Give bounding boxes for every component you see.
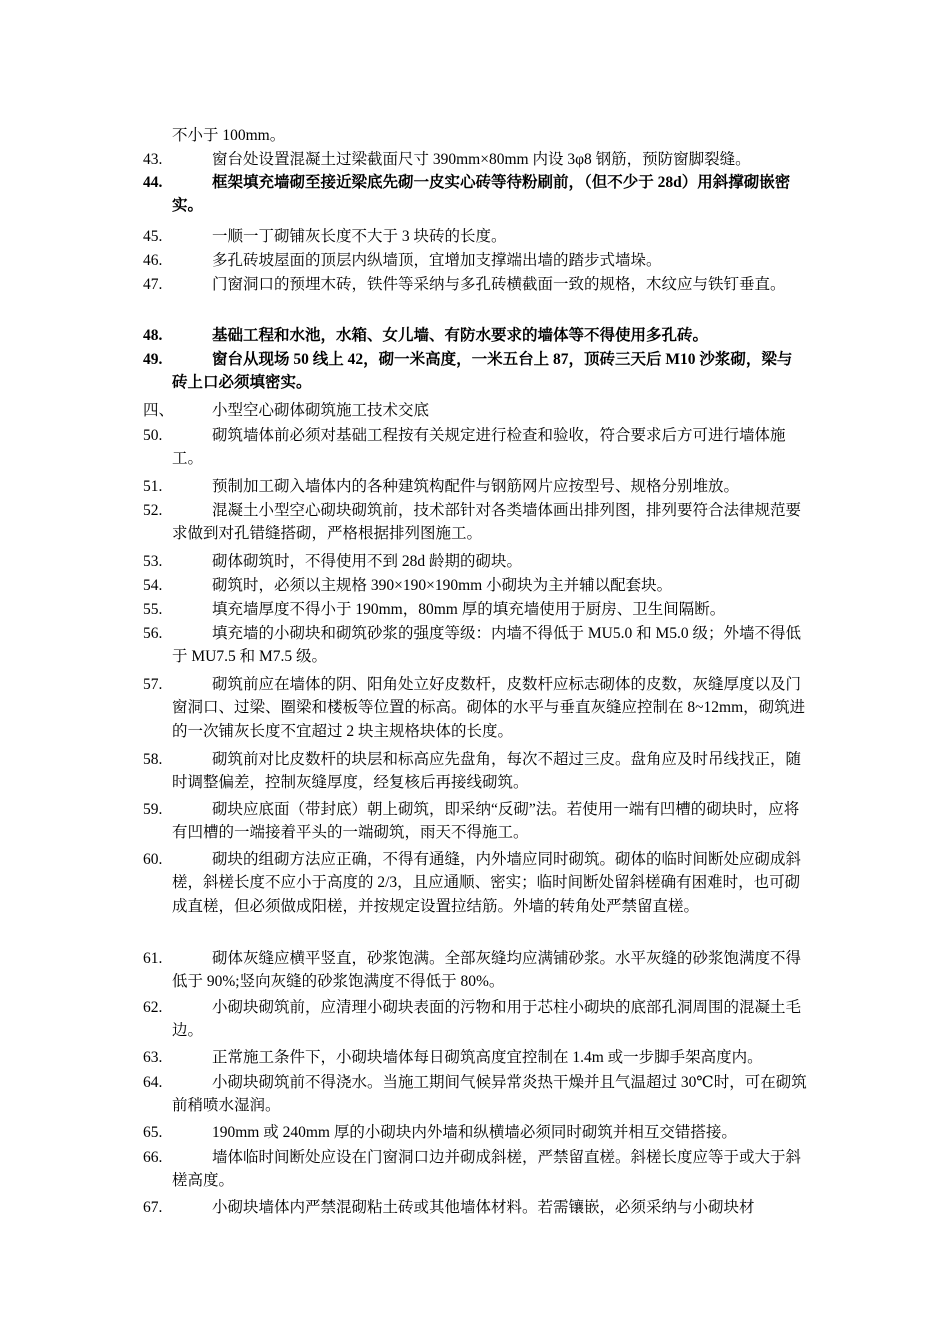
item-number: 53. bbox=[143, 553, 163, 570]
list-item bbox=[143, 499, 807, 546]
item-text: 正常施工条件下，小砌块墙体每日砌筑高度宜控制在 1.4m 或一步脚手架高度内。 bbox=[212, 1049, 763, 1066]
item-text: 填充墙的小砌块和砌筑砂浆的强度等级：内墙不得低于 MU5.0 和 M5.0 级；外墙不得低于 MU7.5 和 M7.5 级。 bbox=[172, 625, 802, 666]
list-item bbox=[143, 798, 807, 845]
item-number: 48. bbox=[143, 327, 163, 344]
section-heading bbox=[143, 399, 807, 422]
item-text: 墙体临时间断处应设在门窗洞口边并砌成斜槎，严禁留直槎。斜槎长度应等于或大于斜槎高度。 bbox=[172, 1149, 802, 1190]
item-number: 67. bbox=[143, 1199, 163, 1216]
item-text: 门窗洞口的预埋木砖，铁件等采纳与多孔砖横截面一致的规格，木纹应与铁钉垂直。 bbox=[212, 276, 786, 293]
item-text: 一顺一丁砌铺灰长度不大于 3 块砖的长度。 bbox=[212, 228, 507, 245]
item-text: 填充墙厚度不得小于 190mm，80mm 厚的填充墙使用于厨房、卫生间隔断。 bbox=[212, 601, 726, 618]
list-item bbox=[143, 748, 807, 795]
item-number: 56. bbox=[143, 625, 163, 642]
item-number: 58. bbox=[143, 751, 163, 768]
item-text: 混凝土小型空心砌块砌筑前，技术部针对各类墙体画出排列图，排列要符合法律规范要求做到对孔错缝搭砌，严格根据排列图施工。 bbox=[172, 502, 802, 543]
item-number: 63. bbox=[143, 1049, 163, 1066]
list-item bbox=[143, 622, 807, 669]
list-item bbox=[143, 171, 807, 218]
list-item bbox=[143, 1121, 807, 1144]
item-text: 窗台处设置混凝土过梁截面尺寸 390mm×80mm 内设 3φ8 钢筋，预防窗脚裂缝。 bbox=[212, 151, 751, 168]
item-text: 小砌块砌筑前，应清理小砌块表面的污物和用于芯柱小砌块的底部孔洞周围的混凝土毛边。 bbox=[172, 999, 802, 1040]
item-number: 51. bbox=[143, 478, 163, 495]
list-item bbox=[143, 249, 807, 272]
item-text: 砌筑时，必须以主规格 390×190×190mm 小砌块为主并辅以配套块。 bbox=[212, 577, 673, 594]
item-text: 砌体砌筑时，不得使用不到 28d 龄期的砌块。 bbox=[212, 553, 523, 570]
item-number: 66. bbox=[143, 1149, 163, 1166]
item-text: 砌块的组砌方法应正确，不得有通缝，内外墙应同时砌筑。砌体的临时间断处应砌成斜槎，斜槎长度不应小于高度的 2/3，且应通顺、密实；临时间断处留斜槎确有困难时，也可砌成直槎，但必须做成阳槎，并按规定设置拉结筋。外墙的转角处严禁留直槎。 bbox=[172, 851, 802, 915]
list-item bbox=[143, 1071, 807, 1118]
item-number: 60. bbox=[143, 851, 163, 868]
item-text: 框架填充墙砌至接近梁底先砌一皮实心砖等待粉刷前，（但不少于 28d）用斜撑砌嵌密实。 bbox=[172, 174, 791, 215]
item-text: 预制加工砌入墙体内的各种建筑构配件与钢筋网片应按型号、规格分别堆放。 bbox=[212, 478, 740, 495]
list-item bbox=[143, 848, 807, 918]
item-text: 砌筑前对比皮数杆的块层和标高应先盘角，每次不超过三皮。盘角应及时吊线找正，随时调整偏差，控制灰缝厚度，经复核后再接线砌筑。 bbox=[172, 751, 802, 792]
item-number: 65. bbox=[143, 1124, 163, 1141]
list-item bbox=[143, 598, 807, 621]
item-text: 190mm 或 240mm 厚的小砌块内外墙和纵横墙必须同时砌筑并相互交错搭接。 bbox=[212, 1124, 737, 1141]
item-number: 55. bbox=[143, 601, 163, 618]
item-number: 46. bbox=[143, 252, 163, 269]
item-text: 小砌块墙体内严禁混砌粘土砖或其他墙体材料。若需镶嵌，必须采纳与小砌块材 bbox=[212, 1199, 755, 1216]
item-number: 49. bbox=[143, 351, 163, 368]
list-item bbox=[143, 1146, 807, 1193]
lead-in-text: 不小于 100mm。 bbox=[172, 127, 286, 144]
item-number: 57. bbox=[143, 676, 163, 693]
list-item bbox=[143, 273, 807, 296]
section-title: 小型空心砌体砌筑施工技术交底 bbox=[212, 402, 430, 419]
item-text: 砌块应底面（带封底）朝上砌筑，即采纳“反砌”法。若使用一端有凹槽的砌块时，应将有凹槽的一端接着平头的一端砌筑，雨天不得施工。 bbox=[172, 801, 800, 842]
list-item bbox=[143, 225, 807, 248]
item-text: 砌体灰缝应横平竖直，砂浆饱满。全部灰缝均应满铺砂浆。水平灰缝的砂浆饱满度不得低于 90%;竖向灰缝的砂浆饱满度不得低于 80%。 bbox=[172, 950, 802, 991]
list-item bbox=[143, 348, 807, 395]
list-item bbox=[143, 324, 807, 347]
item-number: 62. bbox=[143, 999, 163, 1016]
item-text: 基础工程和水池，水箱、女儿墙、有防水要求的墙体等不得使用多孔砖。 bbox=[212, 327, 709, 344]
list-item bbox=[143, 996, 807, 1043]
item-number: 50. bbox=[143, 427, 163, 444]
item-text: 多孔砖坡屋面的顶层内纵墙顶，宜增加支撑端出墙的踏步式墙垛。 bbox=[212, 252, 662, 269]
item-text: 砌筑前应在墙体的阴、阳角处立好皮数杆，皮数杆应标志砌体的皮数，灰缝厚度以及门窗洞口、过梁、圈梁和楼板等位置的标高。砌体的水平与垂直灰缝应控制在 8~12mm，砌筑进的一次铺灰长度不宜超过 2 块主规格块体的长度。 bbox=[172, 676, 806, 740]
item-number: 44. bbox=[143, 174, 163, 191]
list-item bbox=[143, 550, 807, 573]
section-number: 四、 bbox=[143, 402, 175, 419]
item-number: 43. bbox=[143, 151, 163, 168]
list-item bbox=[143, 947, 807, 994]
list-item bbox=[143, 574, 807, 597]
item-text: 砌筑墙体前必须对基础工程按有关规定进行检查和验收，符合要求后方可进行墙体施工。 bbox=[172, 427, 786, 468]
item-number: 45. bbox=[143, 228, 163, 245]
item-number: 61. bbox=[143, 950, 163, 967]
item-text: 窗台从现场 50 线上 42，砌一米高度，一米五台上 87，顶砖三天后 M10 沙浆砌，梁与砖上口必须填密实。 bbox=[172, 351, 793, 392]
list-item bbox=[143, 1046, 807, 1069]
list-item bbox=[143, 673, 807, 743]
item-number: 54. bbox=[143, 577, 163, 594]
item-number: 64. bbox=[143, 1074, 163, 1091]
item-number: 47. bbox=[143, 276, 163, 293]
item-number: 52. bbox=[143, 502, 163, 519]
list-item bbox=[143, 148, 807, 171]
item-number: 59. bbox=[143, 801, 163, 818]
list-item bbox=[143, 1196, 807, 1219]
list-item bbox=[143, 475, 807, 498]
list-item bbox=[143, 424, 807, 471]
item-text: 小砌块砌筑前不得浇水。当施工期间气候异常炎热干燥并且气温超过 30℃时，可在砌筑前稍喷水湿润。 bbox=[172, 1074, 807, 1115]
